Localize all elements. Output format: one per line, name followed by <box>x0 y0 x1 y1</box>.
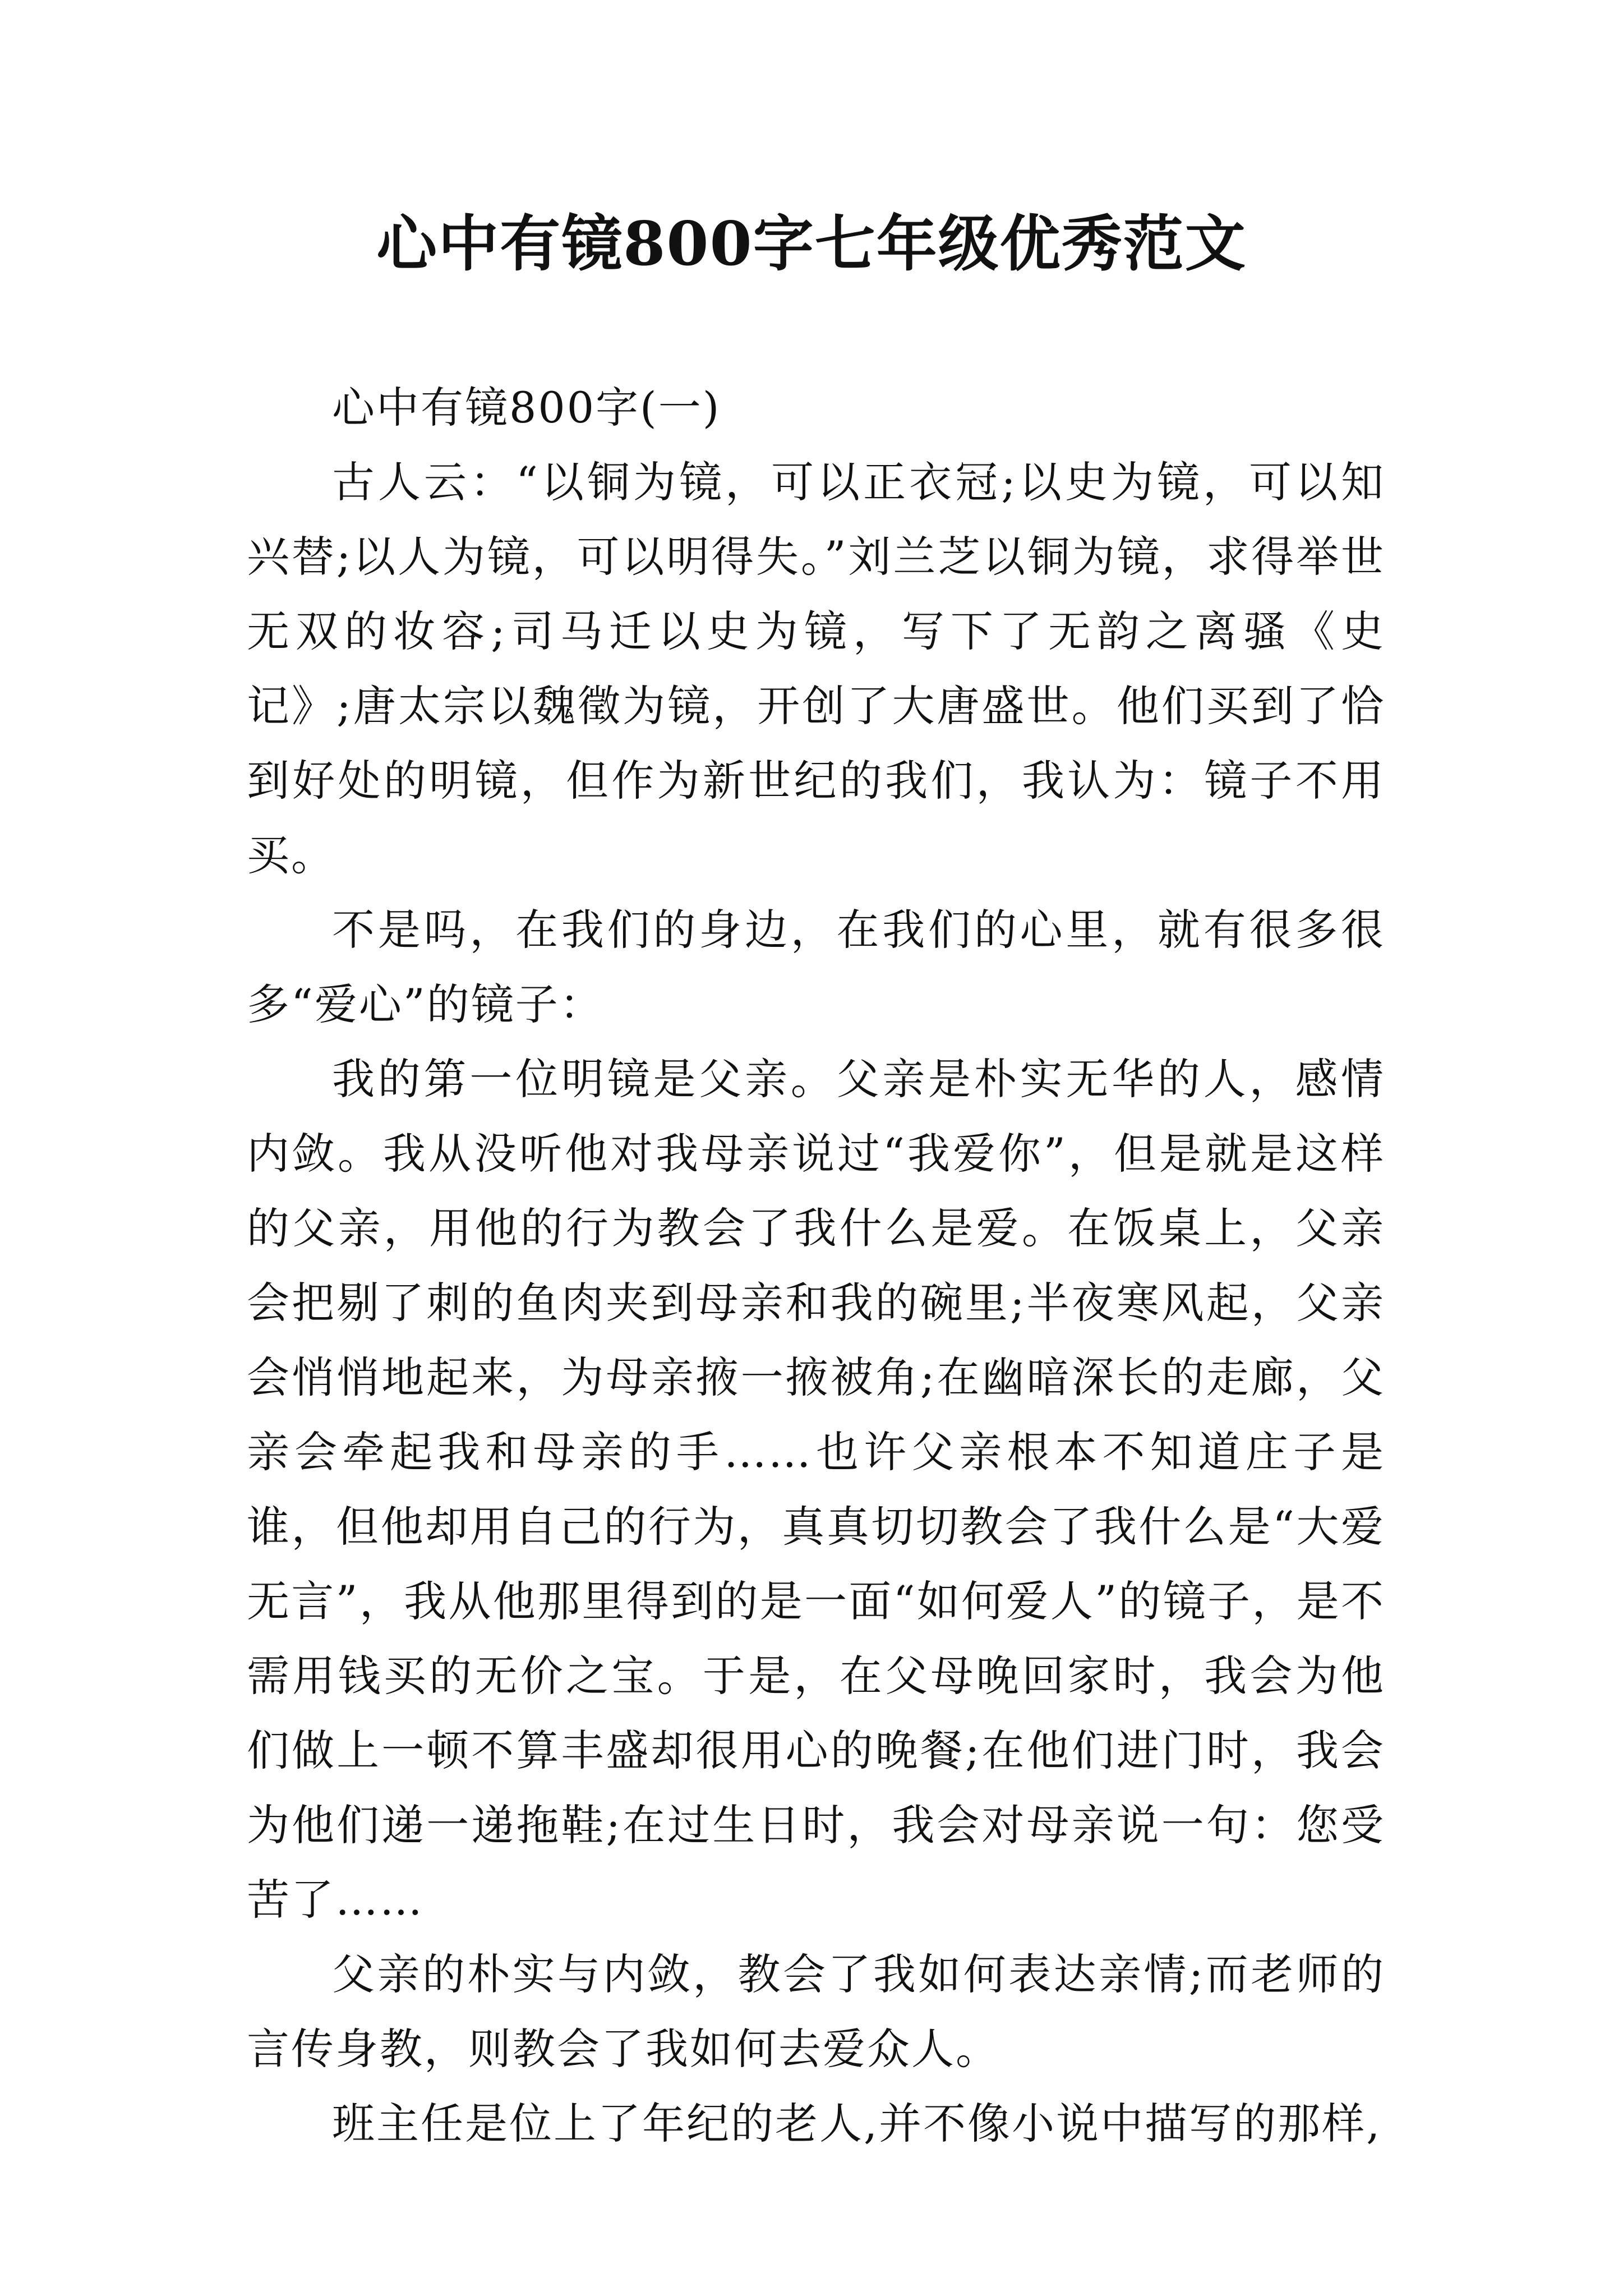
paragraph: 不是吗，在我们的身边，在我们的心里，就有很多很多“爱心”的镜子： <box>247 905 1385 1029</box>
paragraph: 我的第一位明镜是父亲。父亲是朴实无华的人，感情内敛。我从没听他对我母亲说过“我爱你”，但是就是这样的父亲，用他的行为教会了我什么是爱。在饭桌上，父亲会把剔了刺的鱼肉夹到母亲和我的碗里;半夜寒风起，父亲会悄悄地起来，为母亲掖一掖被角;在幽暗深长的走廊，父亲会牵起我和母亲的手……也许父亲根本不知道庄子是谁，但他却用自己的行为，真真切切教会了我什么是“大爱无言”，我从他那里得到的是一面“如何爱人”的镜子，是不需用钱买的无价之宝。于是，在父母晚回家时，我会为他们做上一顿不算丰盛却很用心的晚餐;在他们进门时，我会为他们递一递拖鞋;在过生日时，我会对母亲说一句：您受苦了…… <box>247 1054 1385 1925</box>
document-body <box>247 370 1385 2161</box>
paragraph: 父亲的朴实与内敛，教会了我如何表达亲情;而老师的言传身教，则教会了我如何去爱众人。 <box>247 1949 1385 2074</box>
document-title: 心中有镜800字七年级优秀范文 <box>376 209 1247 279</box>
paragraph: 班主任是位上了年纪的老人,并不像小说中描写的那样, <box>332 2099 1382 2148</box>
section-heading: 心中有镜800字(一) <box>332 383 721 432</box>
paragraph: 古人云：“以铜为镜，可以正衣冠;以史为镜，可以知兴替;以人为镜，可以明得失。”刘兰芝以铜为镜，求得举世无双的妆容;司马迁以史为镜，写下了无韵之离骚《史记》;唐太宗以魏徵为镜，开创了大唐盛世。他们买到了恰到好处的明镜，但作为新世纪的我们，我认为：镜子不用买。 <box>247 457 1385 880</box>
